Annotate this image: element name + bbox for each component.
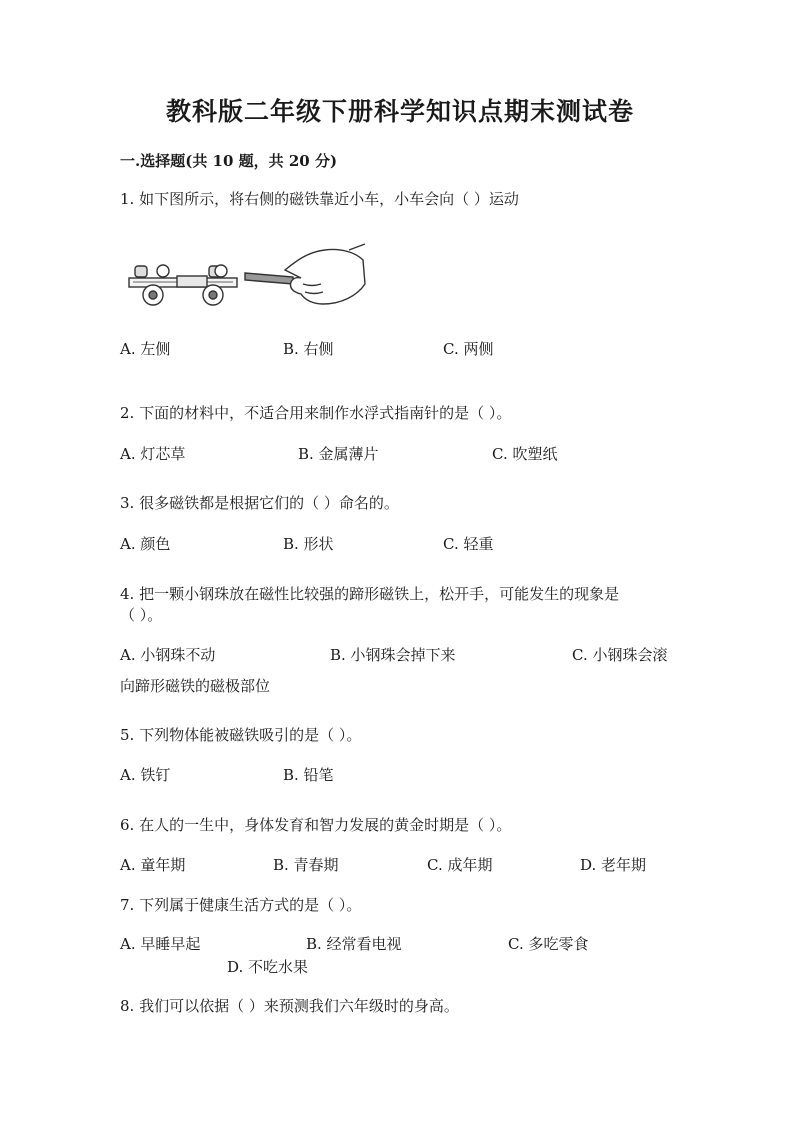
q1-option-a[interactable]: A. 左侧 [120,340,171,358]
section-heading: 一.选择题(共 10 题，共 20 分) [120,152,338,170]
q2-option-c[interactable]: C. 吹塑纸 [492,445,558,463]
car-and-magnet-figure [125,240,375,315]
q4-option-b[interactable]: B. 小钢珠会掉下来 [330,646,456,664]
page-title: 教科版二年级下册科学知识点期末测试卷 [165,97,634,126]
toy-car-icon [129,265,237,305]
q7-option-b[interactable]: B. 经常看电视 [306,935,402,953]
q5-option-a[interactable]: A. 铁钉 [120,766,171,784]
q2-option-b[interactable]: B. 金属薄片 [298,445,379,463]
question-7: 7. 下列属于健康生活方式的是（ ）。 [120,896,362,914]
q3-option-b[interactable]: B. 形状 [283,535,334,553]
q1-option-b[interactable]: B. 右侧 [283,340,334,358]
q3-option-c[interactable]: C. 轻重 [443,535,494,553]
q7-option-d[interactable]: D. 不吃水果 [227,958,309,976]
question-8: 8. 我们可以依据（ ）来预测我们六年级时的身高。 [120,997,459,1015]
q2-option-a[interactable]: A. 灯芯草 [120,445,186,463]
q7-option-c[interactable]: C. 多吃零食 [508,935,589,953]
question-5: 5. 下列物体能被磁铁吸引的是（ ）。 [120,726,362,744]
q4-option-c-wrap: 向蹄形磁铁的磁极部位 [120,677,271,695]
q7-option-a[interactable]: A. 早睡早起 [120,935,201,953]
question-1: 1. 如下图所示，将右侧的磁铁靠近小车，小车会向（ ）运动 [120,190,519,208]
q6-option-a[interactable]: A. 童年期 [120,856,186,874]
q1-option-c[interactable]: C. 两侧 [443,340,494,358]
question-3: 3. 很多磁铁都是根据它们的（ ）命名的。 [120,494,399,512]
q5-option-b[interactable]: B. 铅笔 [283,766,334,784]
question-4-line-1: 4. 把一颗小钢珠放在磁性比较强的蹄形磁铁上，松开手，可能发生的现象是 [120,585,620,603]
q6-option-d[interactable]: D. 老年期 [580,856,647,874]
q4-option-a[interactable]: A. 小钢珠不动 [120,646,216,664]
q4-option-c[interactable]: C. 小钢珠会滚 [572,646,668,664]
hand-holding-magnet-icon [245,244,365,304]
q3-option-a[interactable]: A. 颜色 [120,535,171,553]
q6-option-c[interactable]: C. 成年期 [427,856,493,874]
question-6: 6. 在人的一生中，身体发育和智力发展的黄金时期是（ ）。 [120,816,512,834]
question-4-line-2: （ ）。 [120,606,163,624]
q6-option-b[interactable]: B. 青春期 [273,856,339,874]
question-2: 2. 下面的材料中，不适合用来制作水浮式指南针的是（ ）。 [120,404,512,422]
